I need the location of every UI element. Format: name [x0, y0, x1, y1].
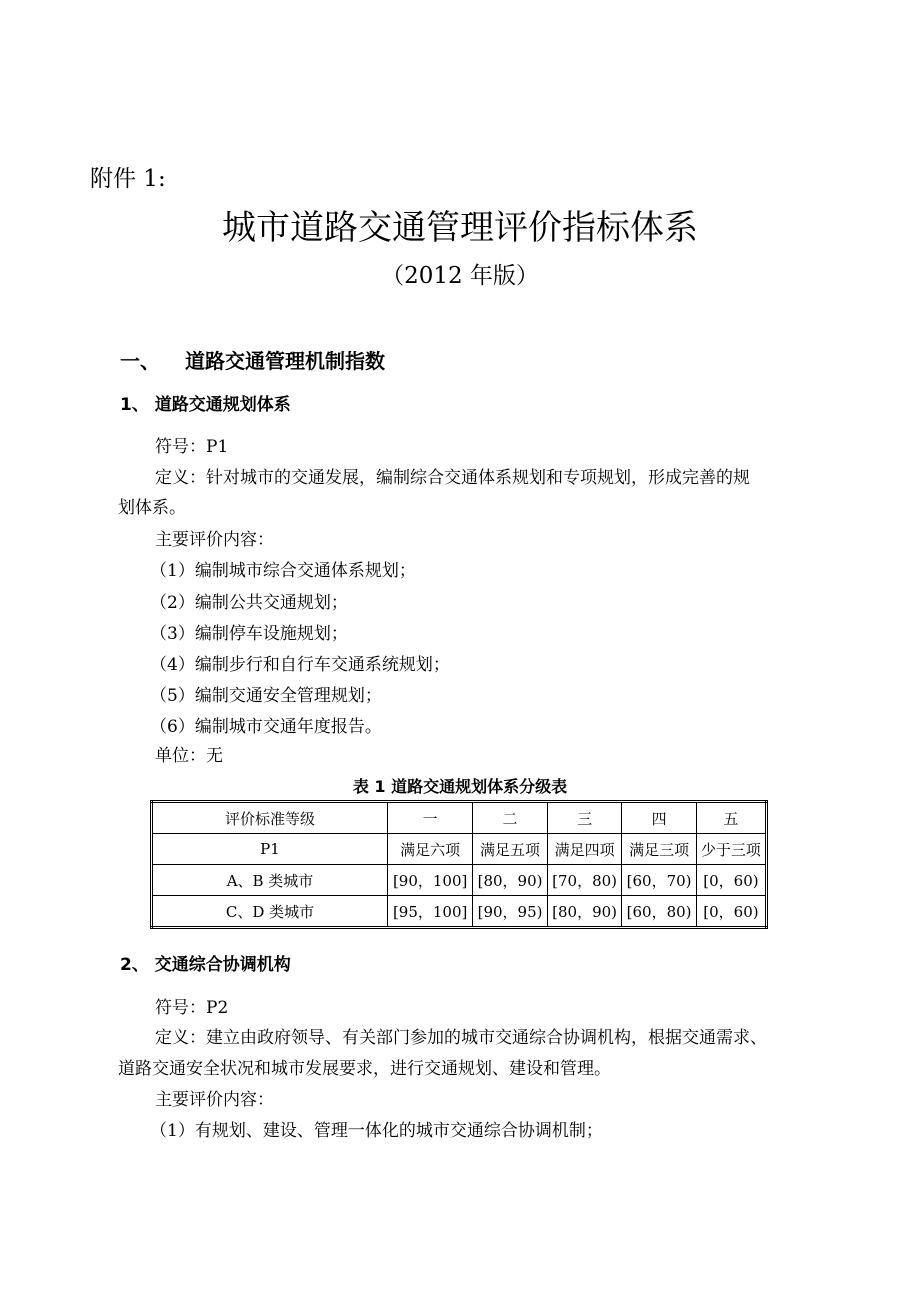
- table-cell: [70，80): [547, 865, 622, 896]
- table-cell: 二: [473, 802, 548, 834]
- page-subtitle: （2012 年版）: [381, 263, 539, 289]
- unit: 单位：无: [155, 746, 223, 766]
- table-cell: 少于三项: [696, 834, 766, 865]
- table-cell: [0，60): [696, 865, 766, 896]
- grading-table: [150, 800, 768, 929]
- definition-cont: 道路交通安全状况和城市发展要求，进行交通规划、建设和管理。: [118, 1059, 611, 1079]
- table-cell: 满足四项: [547, 834, 622, 865]
- list-item: （5）编制交通安全管理规划；: [150, 686, 382, 706]
- part-number: 一、: [120, 349, 160, 373]
- table-cell: [0，60): [696, 896, 766, 928]
- definition-cont: 划体系。: [118, 498, 186, 518]
- attachment-label: 附件 1:: [90, 166, 166, 192]
- part-title: 道路交通管理机制指数: [185, 349, 385, 373]
- section-heading: 2、 交通综合协调机构: [120, 955, 291, 975]
- table-cell: 四: [622, 802, 697, 834]
- list-item: （4）编制步行和自行车交通系统规划；: [150, 655, 450, 675]
- table-cell: 五: [696, 802, 766, 834]
- table-cell: C、D 类城市: [152, 896, 388, 928]
- table-cell: [90，95): [473, 896, 548, 928]
- table-cell: A、B 类城市: [152, 865, 388, 896]
- definition: 定义：针对城市的交通发展，编制综合交通体系规划和专项规划，形成完善的规: [155, 468, 750, 488]
- table-cell: [60，70): [622, 865, 697, 896]
- list-item: （2）编制公共交通规划；: [150, 593, 348, 613]
- table-cell: P1: [152, 834, 388, 865]
- list-item: （6）编制城市交通年度报告。: [150, 717, 382, 737]
- table-cell: [80，90): [547, 896, 622, 928]
- symbol: 符号：P1: [155, 437, 229, 457]
- section-heading: 1、 道路交通规划体系: [120, 395, 291, 415]
- table-caption: 表 1 道路交通规划体系分级表: [352, 777, 568, 796]
- table-cell: [80，90): [473, 865, 548, 896]
- list-item: （3）编制停车设施规划；: [150, 624, 348, 644]
- list-item: （1）有规划、建设、管理一体化的城市交通综合协调机制；: [150, 1121, 603, 1141]
- definition: 定义：建立由政府领导、有关部门参加的城市交通综合协调机构，根据交通需求、: [155, 1028, 767, 1048]
- table-cell: [60，80): [622, 896, 697, 928]
- table-cell: [90，100]: [388, 865, 473, 896]
- table-cell: 满足六项: [388, 834, 473, 865]
- page-title: 城市道路交通管理评价指标体系: [222, 208, 698, 248]
- table-cell: 一: [388, 802, 473, 834]
- symbol: 符号：P2: [155, 998, 229, 1018]
- table-cell: [95，100]: [388, 896, 473, 928]
- table-row: [152, 834, 767, 865]
- table-row: [152, 802, 767, 834]
- table-row: [152, 896, 767, 928]
- main-content-label: 主要评价内容：: [155, 1090, 274, 1110]
- list-item: （1）编制城市综合交通体系规划；: [150, 561, 416, 581]
- table-cell: 评价标准等级: [152, 802, 388, 834]
- main-content-label: 主要评价内容：: [155, 530, 274, 550]
- table-cell: 满足三项: [622, 834, 697, 865]
- table-cell: 满足五项: [473, 834, 548, 865]
- table-cell: 三: [547, 802, 622, 834]
- table-row: [152, 865, 767, 896]
